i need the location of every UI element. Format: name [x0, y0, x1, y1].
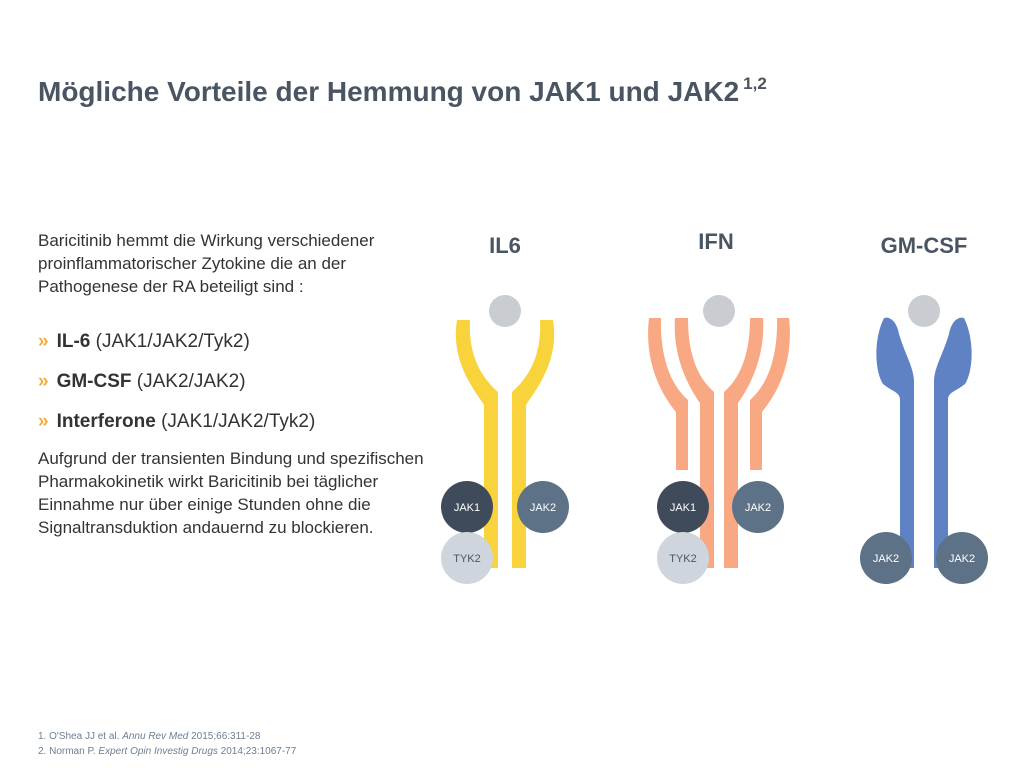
ligand-circle: [489, 295, 521, 327]
cytokine-jaks: (JAK1/JAK2/Tyk2): [90, 331, 250, 352]
bullet-marker-icon: »: [38, 371, 49, 392]
jak-label: TYK2: [453, 553, 481, 565]
cytokine-name: IL-6: [56, 331, 91, 352]
cytokine-jaks: (JAK2/JAK2): [131, 371, 246, 392]
reference-authors: 2. Norman P.: [38, 746, 99, 757]
receptor-gm-csf: [860, 233, 988, 584]
receptor-ifn: [648, 229, 790, 584]
intro-paragraph: Baricitinib hemmt die Wirkung verschiedener proinflammatorischer Zytokine die an der Pathogenese der RA beteiligt sind :: [38, 231, 375, 296]
reference-citation: 2014;23:1067-77: [217, 746, 297, 757]
reference-journal: Expert Opin Investig Drugs: [98, 746, 218, 757]
bullet-marker-icon: »: [38, 331, 49, 352]
bullet-marker-icon: »: [38, 411, 49, 432]
jak-label: JAK1: [453, 502, 481, 514]
receptor-chain-right: [934, 318, 972, 568]
cytokine-jaks: (JAK1/JAK2/Tyk2): [155, 411, 316, 432]
explanation-paragraph: Aufgrund der transienten Bindung und spezifischen Pharmakokinetik wirkt Baricitinib bei täglicher Einnahme nur über einige Stunden ohne die Signaltransduktion andauernd zu blockieren.: [38, 449, 424, 537]
jak-label: JAK2: [744, 502, 772, 514]
ligand-circle: [703, 295, 735, 327]
ligand-circle: [908, 295, 940, 327]
title-reference-superscript: 1,2: [743, 74, 767, 93]
jak-label: TYK2: [669, 553, 697, 565]
jak-label: JAK2: [948, 553, 976, 565]
jak-label: JAK1: [669, 502, 697, 514]
jak-label: JAK2: [872, 553, 900, 565]
receptor-label: IFN: [698, 229, 734, 254]
reference-authors: 1. O'Shea JJ et al.: [38, 731, 123, 742]
page-title-text: Mögliche Vorteile der Hemmung von JAK1 und JAK2: [38, 76, 740, 107]
receptor-label: GM-CSF: [880, 233, 968, 258]
jak-label: JAK2: [529, 502, 557, 514]
receptor-chain-left: [876, 318, 914, 568]
receptor-il6: [441, 233, 569, 584]
reference-citation: 2015;66:311-28: [188, 731, 261, 742]
reference-journal: Annu Rev Med: [122, 731, 189, 742]
cytokine-name: Interferone: [56, 411, 156, 432]
cytokine-name: GM-CSF: [56, 371, 132, 392]
receptor-label: IL6: [489, 233, 521, 258]
